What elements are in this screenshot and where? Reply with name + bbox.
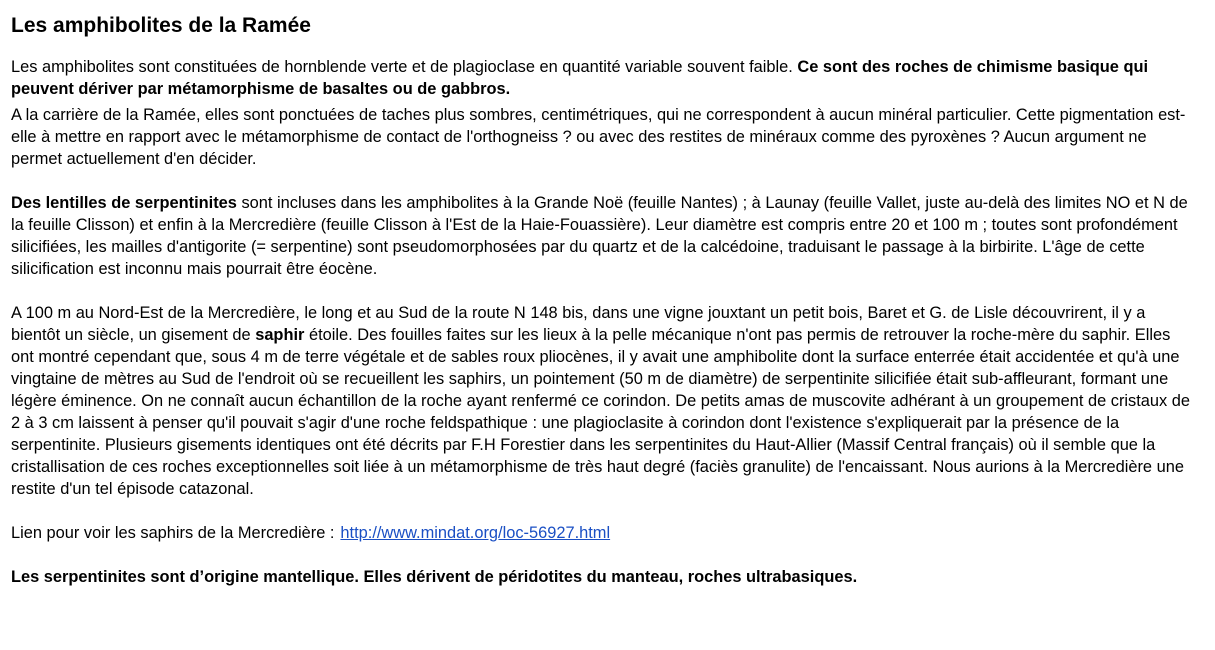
paragraph-ramee-quarry: A la carrière de la Ramée, elles sont ponctuées de taches plus sombres, centimétriques, qui ne correspondent à aucun minéral particulier. Cette pigmentation est-elle à mettre en rapport avec le métamorphisme de contact de l'orthogneiss ? ou avec des restites de minéraux comme des pyroxènes ? Aucun argument ne permet actuellement d'en décider. <box>11 106 1186 168</box>
page-title: Les amphibolites de la Ramée <box>11 14 311 37</box>
paragraph-bold-text: saphir <box>255 326 305 344</box>
paragraph-text: Les amphibolites sont constituées de hornblende verte et de plagioclase en quantité variable souvent faible. <box>11 58 798 76</box>
paragraph-bold-text: Ce sont des roches de chimisme basique qui peuvent dériver par métamorphisme de basaltes ou de gabbros. <box>11 58 1149 98</box>
paragraph-sapphire-deposit <box>11 302 1195 500</box>
paragraph-text: A 100 m au Nord-Est de la Mercredière, le long et au Sud de la route N 148 bis, dans une vigne jouxtant un petit bois, Baret et G. de Lisle découvrirent, il y a bientôt un siècle, un gisement de <box>11 304 1146 344</box>
paragraph-text: étoile. Des fouilles faites sur les lieux à la pelle mécanique n'ont pas permis de retrouver la roche-mère du saphir. Elles ont montré cependant que, sous 4 m de terre végétale et de sables roux pliocènes, il y avait une amphibolite dont la surface enterrée était accidentée et qu'à une vingtaine de mètres au Sud de l'endroit où se recueillent les saphirs, un pointement (50 m de diamètre) de serpentinite silicifiée était sub-affleurant, formant une légère éminence. On ne connaît aucun échantillon de la roche ayant renfermé ce corindon. De petits amas de muscovite adhérant à un groupement de cristaux de 2 à 3 cm laissent à penser qu'il pouvait s'agir d'une roche feldspathique : une plagioclasite à corindon dont l'existence s'expliquerait par la présence de la serpentinite. Plusieurs gisements identiques ont été décrits par F.H Forestier dans les serpentinites du Haut-Allier (Massif Central français) où il semble que la cristallisation de ces roches exceptionnelles soit liée à un métamorphisme de très haut degré (faciès granulite) de l'encaissant. Nous aurions à la Mercredière une restite d'un tel épisode catazonal. <box>11 326 1191 498</box>
conclusion-statement: Les serpentinites sont d’origine mantellique. Elles dérivent de péridotites du manteau, roches ultrabasiques. <box>11 568 858 586</box>
paragraph-serpentinite-lenses <box>11 192 1195 280</box>
paragraph-bold-text: Des lentilles de serpentinites <box>11 194 237 212</box>
mindat-link[interactable]: http://www.mindat.org/loc-56927.html <box>340 524 611 542</box>
link-line <box>11 522 1195 544</box>
paragraph-text: sont incluses dans les amphibolites à la Grande Noë (feuille Nantes) ; à Launay (feuille Vallet, juste au-delà des limites NO et N de la feuille Clisson) et enfin à la Mercredière (feuille Clisson à l'Est de la Haie-Fouassière). Leur diamètre est compris entre 20 et 100 m ; toutes sont profondément silicifiées, les mailles d'antigorite (= serpentine) sont pseudomorphosées par du quartz et de la calcédoine, traduisant le passage à la birbirite. L'âge de cette silicification est inconnu mais pourrait être éocène. <box>11 194 1188 278</box>
paragraph-amphibolites-composition <box>11 56 1195 100</box>
link-label: Lien pour voir les saphirs de la Mercredière : <box>11 524 335 542</box>
